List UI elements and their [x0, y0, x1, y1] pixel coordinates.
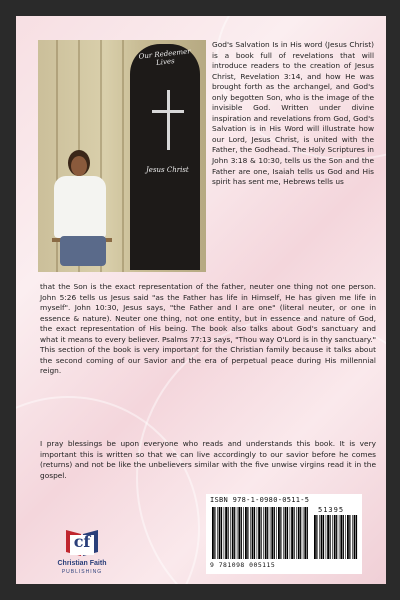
door-name-text: Jesus Christ — [146, 166, 189, 174]
publisher-tagline: PUBLISHING — [61, 569, 103, 575]
blessing-paragraph: I pray blessings be upon everyone who reads and understands this book. It is very important this is written so that we can live accordingly to our savior before he comes (returns) and not be like the unbelievers similar with the five unwise virgins read it in the gospel. — [40, 439, 376, 480]
logo-letters: cf — [73, 532, 91, 551]
blurb-blessing — [40, 439, 376, 481]
isbn-text: ISBN 978-1-0980-0511-5 — [210, 496, 310, 504]
addon-number: 51395 — [318, 506, 345, 514]
blurb-top — [212, 40, 374, 188]
author-photo — [38, 40, 206, 272]
barcode-panel — [206, 494, 362, 574]
ean-barcode — [212, 507, 308, 559]
blurb-paragraph-top: God's Salvation Is in His word (Jesus Christ) is a book full of revelations that will introduce readers to the creation of Jesus Christ, Revelation 3:14, and how He was brought forth as the archangel, and God's only begotten Son, who is the image of the invisible God. Written under divine inspiration and revelations from God, God's Salvation is in His Word will illustrate how our Lord, Jesus Christ, is united with the Father, the Godhead. The Holy Scriptures in John 3:18 & 10:30, tells us the Son and the Father are one, Isaiah tells us God and His spirit has sent me, Hebrews tells us — [212, 40, 374, 187]
door-sign-text: Our Redeemer Lives — [138, 47, 191, 67]
church-door — [130, 44, 200, 270]
blurb-middle — [40, 282, 376, 377]
publisher-name: Christian Faith — [57, 560, 107, 567]
cross-icon — [167, 90, 170, 150]
addon-barcode — [314, 515, 358, 559]
blurb-paragraph-full: that the Son is the exact representation of the father, neuter one thing not one person. John 5:26 tells us Jesus said "as the Father has life in Himself, He has given me life in myself". John 10:30, Jesus says, "the Father and I are one" (literal neuter, or one in essence & nature). Neuter one thing, not one entity, but in essence and nature of God, the exact representation of His being. The book also talks about God's sanctuary and what it means to every believer. Psalms 77:13 says, "Thou way O'Lord is in thy sanctuary." This section of the book is very important for the Christian family because it talks about the second coming of our Savior and the era of perpetual peace during His millennial reign. — [40, 282, 376, 376]
publisher-logo — [46, 526, 118, 584]
ean-number: 9 781098 005115 — [210, 561, 276, 569]
author-figure — [52, 150, 110, 272]
